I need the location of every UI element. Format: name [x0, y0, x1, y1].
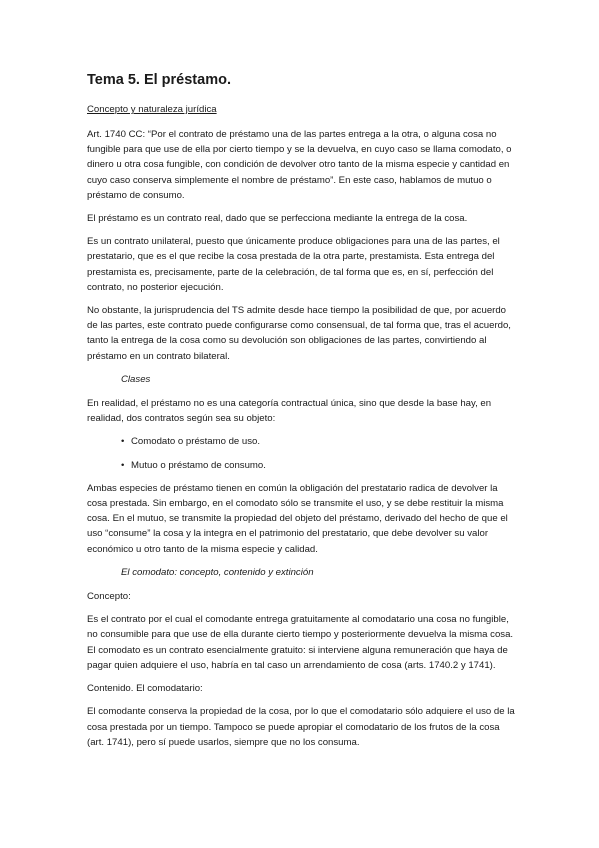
paragraph-clases-outro: Ambas especies de préstamo tienen en común la obligación del prestatario radica de devolver la cosa prestada. Sin embargo, en el comodato sólo se transmite el uso, y se debe restituir la misma cosa. En el mutuo, se transmite la propiedad del objeto del préstamo, derivado del hecho de que el uso “consume” la cosa y la integra en el patrimonio del prestatario, que debe devolver su valor económico u otro tanto de la misma especie y calidad. — [87, 482, 508, 555]
concepto-label: Concepto: — [87, 591, 131, 603]
page-title: Tema 5. El préstamo. — [87, 72, 231, 88]
list-item-text: Comodato o préstamo de uso. — [131, 436, 261, 448]
paragraph-contenido: El comodante conserva la propiedad de la cosa, por lo que el comodatario sólo adquiere el uso de la cosa prestada por un tiempo. Tampoco se puede apropiar el comodatario de los frutos de la cosa (art. 1741), pero sí puede usarlos, siempre que no los consuma. — [87, 706, 515, 748]
bullet-icon: • — [121, 436, 125, 448]
bullet-icon: • — [121, 459, 125, 471]
clases-list — [87, 434, 519, 472]
list-item — [121, 434, 519, 449]
paragraph-contrato-unilateral: Es un contrato unilateral, puesto que únicamente produce obligaciones para una de las partes, el prestatario, que es el que recibe la cosa prestada de la otra parte, prestamista. Esta entrega del prestamista es, precisamente, parte de la celebración, de tal forma que es, en sí, perfección del contrato, no posterior ejecución. — [87, 236, 500, 293]
paragraph-concepto: Es el contrato por el cual el comodante entrega gratuitamente al comodatario una cosa no fungible, no consumible para que use de ella durante cierto tiempo y posteriormente devuelva la misma cosa. El comodato es un contrato esencialmente gratuito: si interviene alguna remuneración que haya de pagar quien adquiere el uso, habría en tal caso un arrendamiento de cosa (arts. 1740.2 y 1741). — [87, 614, 514, 671]
comodato-heading: El comodato: concepto, contenido y extinción — [121, 566, 314, 578]
contenido-label: Contenido. El comodatario: — [87, 683, 203, 695]
paragraph-contrato-real: El préstamo es un contrato real, dado que se perfecciona mediante la entrega de la cosa. — [87, 213, 468, 225]
list-item — [121, 458, 519, 473]
section-heading: Concepto y naturaleza jurídica — [87, 104, 217, 115]
clases-heading: Clases — [121, 373, 151, 385]
paragraph-jurisprudencia: No obstante, la jurisprudencia del TS admite desde hace tiempo la posibilidad de que, por acuerdo de las partes, este contrato puede configurarse como consensual, de tal forma que, tras el acuerdo, tanto la entrega de la cosa como su devolución son obligaciones de las partes, convirtiendo al préstamo en un contrato bilateral. — [87, 305, 511, 362]
paragraph-clases-intro: En realidad, el préstamo no es una categoría contractual única, sino que desde la base hay, en realidad, dos contratos según sea su objeto: — [87, 398, 492, 425]
paragraph-article-1740: Art. 1740 CC: “Por el contrato de préstamo una de las partes entrega a la otra, o alguna cosa no fungible para que use de ella por cierto tiempo y se la devuelva, en cuyo caso se llama comodato, o dinero u otra cosa fungible, con condición de devolver otro tanto de la misma especie y cantidad en cuyo caso conserva simplemente el nombre de préstamo”. En este caso, hablamos de mutuo o préstamo de consumo. — [87, 129, 512, 201]
list-item-text: Mutuo o préstamo de consumo. — [131, 459, 266, 471]
